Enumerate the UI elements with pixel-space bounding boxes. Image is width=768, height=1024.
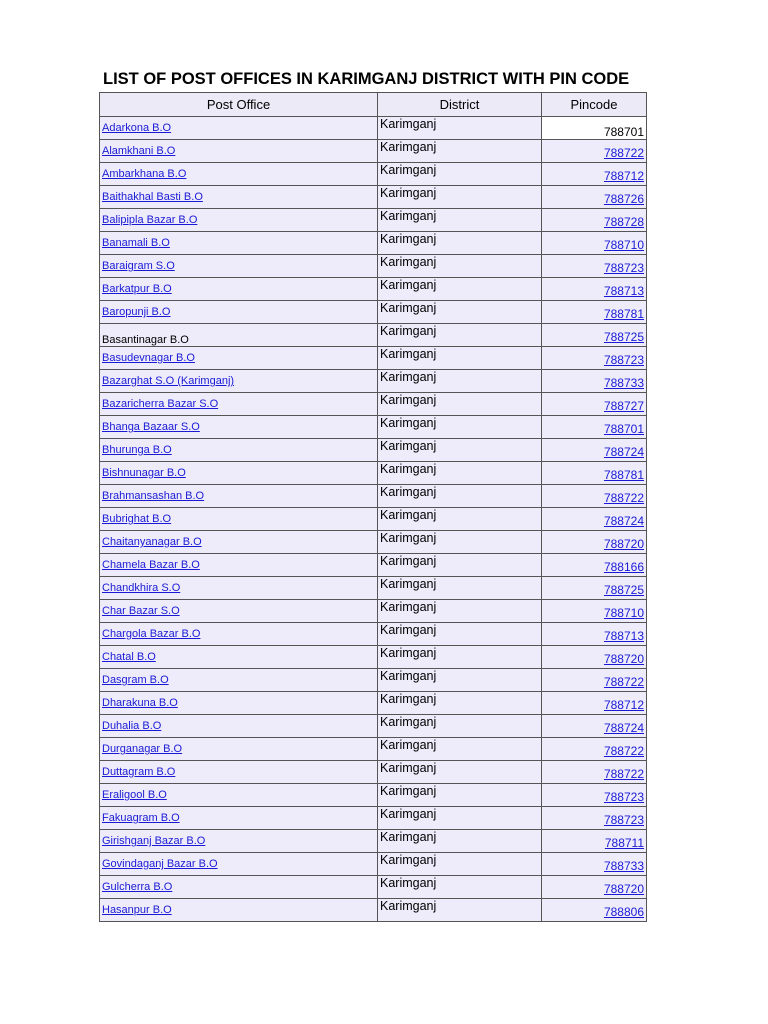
post-office-cell bbox=[100, 577, 378, 600]
table-row bbox=[100, 301, 647, 324]
pincode-link[interactable]: 788711 bbox=[604, 836, 644, 850]
post-office-link[interactable]: Duhalia B.O bbox=[102, 720, 162, 732]
post-office-cell bbox=[100, 416, 378, 439]
pincode-link[interactable]: 788726 bbox=[603, 192, 644, 206]
pincode-link[interactable]: 788727 bbox=[603, 399, 644, 413]
page-title: LIST OF POST OFFICES IN KARIMGANJ DISTRICT WITH PIN CODE bbox=[103, 70, 630, 88]
district-cell: Karimganj bbox=[378, 600, 542, 623]
pincode-cell bbox=[542, 485, 647, 508]
post-office-cell bbox=[100, 669, 378, 692]
post-office-cell bbox=[100, 554, 378, 577]
table-row bbox=[100, 554, 647, 577]
post-office-cell bbox=[100, 876, 378, 899]
pincode-link[interactable]: 788728 bbox=[603, 215, 644, 229]
pincode-cell bbox=[542, 439, 647, 462]
post-office-link[interactable]: Hasanpur B.O bbox=[102, 904, 172, 916]
post-office-link[interactable]: Chargola Bazar B.O bbox=[102, 628, 201, 640]
pincode-cell bbox=[542, 738, 647, 761]
table-row bbox=[100, 140, 647, 163]
post-office-link[interactable]: Chamela Bazar B.O bbox=[102, 559, 200, 571]
district-cell: Karimganj bbox=[378, 531, 542, 554]
post-office-link[interactable]: Bazaricherra Bazar S.O bbox=[102, 398, 219, 410]
pincode-link[interactable]: 788723 bbox=[603, 790, 644, 804]
district-cell: Karimganj bbox=[378, 163, 542, 186]
pincode-link[interactable]: 788722 bbox=[603, 146, 644, 160]
post-office-cell bbox=[100, 209, 378, 232]
pincode-cell bbox=[542, 761, 647, 784]
pincode-cell bbox=[542, 784, 647, 807]
pincode-cell bbox=[542, 324, 647, 347]
pincode-cell bbox=[542, 393, 647, 416]
pincode-link[interactable]: 788733 bbox=[603, 859, 644, 873]
table-row bbox=[100, 347, 647, 370]
post-office-link[interactable]: Baropunji B.O bbox=[102, 306, 171, 318]
post-office-link[interactable]: Ambarkhana B.O bbox=[102, 168, 187, 180]
pincode-link[interactable]: 788722 bbox=[603, 744, 644, 758]
post-office-cell bbox=[100, 761, 378, 784]
table-row bbox=[100, 623, 647, 646]
post-office-link[interactable]: Chatal B.O bbox=[102, 651, 156, 663]
post-office-link[interactable]: Banamali B.O bbox=[102, 237, 170, 249]
pincode-cell bbox=[542, 577, 647, 600]
district-cell: Karimganj bbox=[378, 692, 542, 715]
pincode-link[interactable]: 788722 bbox=[603, 767, 644, 781]
post-office-cell bbox=[100, 255, 378, 278]
district-cell: Karimganj bbox=[378, 485, 542, 508]
pincode-cell bbox=[542, 669, 647, 692]
district-cell: Karimganj bbox=[378, 508, 542, 531]
table-row bbox=[100, 669, 647, 692]
pincode-link[interactable]: 788720 bbox=[603, 537, 644, 551]
post-office-name: Basantinagar B.O bbox=[102, 334, 189, 346]
post-office-link[interactable]: Baithakhal Basti B.O bbox=[102, 191, 203, 203]
district-cell: Karimganj bbox=[378, 646, 542, 669]
post-office-link[interactable]: Duttagram B.O bbox=[102, 766, 176, 778]
post-office-link[interactable]: Eraligool B.O bbox=[102, 789, 167, 801]
pincode-cell bbox=[542, 163, 647, 186]
table-row bbox=[100, 232, 647, 255]
table-row bbox=[100, 508, 647, 531]
post-office-link[interactable]: Govindaganj Bazar B.O bbox=[102, 858, 218, 870]
pincode-cell bbox=[542, 508, 647, 531]
pincode-link[interactable]: 788781 bbox=[603, 307, 644, 321]
district-cell: Karimganj bbox=[378, 393, 542, 416]
table-row bbox=[100, 807, 647, 830]
post-office-link[interactable]: Chaitanyanagar B.O bbox=[102, 536, 202, 548]
post-office-cell bbox=[100, 600, 378, 623]
pincode-cell bbox=[542, 692, 647, 715]
pincode-link[interactable]: 788720 bbox=[603, 652, 644, 666]
post-office-cell bbox=[100, 508, 378, 531]
district-cell: Karimganj bbox=[378, 715, 542, 738]
post-office-cell bbox=[100, 830, 378, 853]
table-row bbox=[100, 324, 647, 347]
post-office-cell bbox=[100, 646, 378, 669]
district-cell: Karimganj bbox=[378, 784, 542, 807]
post-office-cell bbox=[100, 393, 378, 416]
post-office-table bbox=[99, 92, 647, 922]
post-office-link[interactable]: Basudevnagar B.O bbox=[102, 352, 195, 364]
pincode-link[interactable]: 788713 bbox=[603, 284, 644, 298]
pincode-cell bbox=[542, 715, 647, 738]
table-body bbox=[100, 117, 647, 922]
pincode-link[interactable]: 788166 bbox=[603, 560, 644, 574]
pincode-link[interactable]: 788722 bbox=[603, 491, 644, 505]
table-row bbox=[100, 186, 647, 209]
district-cell: Karimganj bbox=[378, 324, 542, 347]
pincode-cell bbox=[542, 462, 647, 485]
district-cell: Karimganj bbox=[378, 761, 542, 784]
post-office-link[interactable]: Adarkona B.O bbox=[102, 122, 172, 134]
pincode-cell bbox=[542, 301, 647, 324]
pincode-link[interactable]: 788724 bbox=[603, 514, 644, 528]
pincode-link[interactable]: 788701 bbox=[603, 422, 644, 436]
table-header-row bbox=[100, 93, 647, 117]
post-office-cell bbox=[100, 807, 378, 830]
district-cell: Karimganj bbox=[378, 853, 542, 876]
post-office-cell bbox=[100, 117, 378, 140]
post-office-link[interactable]: Barkatpur B.O bbox=[102, 283, 172, 295]
post-office-cell bbox=[100, 439, 378, 462]
pincode-cell bbox=[542, 278, 647, 301]
district-cell: Karimganj bbox=[378, 738, 542, 761]
post-office-cell bbox=[100, 462, 378, 485]
post-office-link[interactable]: Durganagar B.O bbox=[102, 743, 183, 755]
column-header-district: District bbox=[378, 93, 542, 117]
table-row bbox=[100, 117, 647, 140]
district-cell: Karimganj bbox=[378, 117, 542, 140]
pincode-value: 788701 bbox=[603, 125, 644, 139]
pincode-cell bbox=[542, 876, 647, 899]
pincode-cell bbox=[542, 416, 647, 439]
district-cell: Karimganj bbox=[378, 807, 542, 830]
pincode-link[interactable]: 788712 bbox=[603, 169, 644, 183]
pincode-link[interactable]: 788712 bbox=[603, 698, 644, 712]
table-row bbox=[100, 531, 647, 554]
district-cell: Karimganj bbox=[378, 462, 542, 485]
pincode-link[interactable]: 788722 bbox=[603, 675, 644, 689]
post-office-link[interactable]: Girishganj Bazar B.O bbox=[102, 835, 206, 847]
pincode-link[interactable]: 788724 bbox=[603, 445, 644, 459]
district-cell: Karimganj bbox=[378, 623, 542, 646]
post-office-link[interactable]: Bubrighat B.O bbox=[102, 513, 172, 525]
table-row bbox=[100, 876, 647, 899]
post-office-cell bbox=[100, 738, 378, 761]
district-cell: Karimganj bbox=[378, 255, 542, 278]
district-cell: Karimganj bbox=[378, 370, 542, 393]
pincode-link[interactable]: 788713 bbox=[603, 629, 644, 643]
table-row bbox=[100, 416, 647, 439]
district-cell: Karimganj bbox=[378, 232, 542, 255]
pincode-cell bbox=[542, 554, 647, 577]
district-cell: Karimganj bbox=[378, 554, 542, 577]
table-row bbox=[100, 715, 647, 738]
pincode-link[interactable]: 788724 bbox=[603, 721, 644, 735]
post-office-link[interactable]: Fakuagram B.O bbox=[102, 812, 180, 824]
pincode-link[interactable]: 788725 bbox=[603, 330, 644, 344]
pincode-link[interactable]: 788806 bbox=[603, 905, 644, 919]
pincode-cell bbox=[542, 186, 647, 209]
post-office-link[interactable]: Bazarghat S.O (Karimganj) bbox=[102, 375, 235, 387]
post-office-cell bbox=[100, 278, 378, 301]
district-cell: Karimganj bbox=[378, 209, 542, 232]
pincode-link[interactable]: 788733 bbox=[603, 376, 644, 390]
post-office-cell bbox=[100, 370, 378, 393]
post-office-cell bbox=[100, 301, 378, 324]
pincode-link[interactable]: 788710 bbox=[603, 238, 644, 252]
table-row bbox=[100, 853, 647, 876]
table-row bbox=[100, 738, 647, 761]
pincode-cell bbox=[542, 117, 647, 140]
district-cell: Karimganj bbox=[378, 301, 542, 324]
district-cell: Karimganj bbox=[378, 830, 542, 853]
post-office-cell bbox=[100, 784, 378, 807]
post-office-cell bbox=[100, 140, 378, 163]
pincode-link[interactable]: 788720 bbox=[603, 882, 644, 896]
table-row bbox=[100, 899, 647, 922]
table-row bbox=[100, 439, 647, 462]
post-office-link[interactable]: Char Bazar S.O bbox=[102, 605, 180, 617]
table-row bbox=[100, 761, 647, 784]
table-row bbox=[100, 255, 647, 278]
district-cell: Karimganj bbox=[378, 439, 542, 462]
pincode-cell bbox=[542, 600, 647, 623]
post-office-link[interactable]: Bhanga Bazaar S.O bbox=[102, 421, 200, 433]
post-office-cell bbox=[100, 853, 378, 876]
pincode-link[interactable]: 788710 bbox=[603, 606, 644, 620]
post-office-cell bbox=[100, 692, 378, 715]
post-office-cell bbox=[100, 232, 378, 255]
district-cell: Karimganj bbox=[378, 416, 542, 439]
post-office-link[interactable]: Brahmansashan B.O bbox=[102, 490, 205, 502]
pincode-cell bbox=[542, 370, 647, 393]
post-office-link[interactable]: Alamkhani B.O bbox=[102, 145, 176, 157]
table-row bbox=[100, 784, 647, 807]
pincode-link[interactable]: 788781 bbox=[603, 468, 644, 482]
pincode-link[interactable]: 788725 bbox=[603, 583, 644, 597]
district-cell: Karimganj bbox=[378, 278, 542, 301]
post-office-cell bbox=[100, 899, 378, 922]
table-row bbox=[100, 209, 647, 232]
post-office-cell bbox=[100, 531, 378, 554]
pincode-cell bbox=[542, 807, 647, 830]
district-cell: Karimganj bbox=[378, 577, 542, 600]
pincode-cell bbox=[542, 209, 647, 232]
district-cell: Karimganj bbox=[378, 876, 542, 899]
post-office-link[interactable]: Bishnunagar B.O bbox=[102, 467, 186, 479]
post-office-cell bbox=[100, 324, 378, 347]
table-row bbox=[100, 646, 647, 669]
table-row bbox=[100, 370, 647, 393]
column-header-post-office: Post Office bbox=[100, 93, 378, 117]
pincode-cell bbox=[542, 140, 647, 163]
pincode-cell bbox=[542, 255, 647, 278]
post-office-cell bbox=[100, 623, 378, 646]
post-office-cell bbox=[100, 163, 378, 186]
district-cell: Karimganj bbox=[378, 140, 542, 163]
post-office-link[interactable]: Bhurunga B.O bbox=[102, 444, 172, 456]
pincode-cell bbox=[542, 899, 647, 922]
post-office-link[interactable]: Baraigram S.O bbox=[102, 260, 175, 272]
district-cell: Karimganj bbox=[378, 186, 542, 209]
table-row bbox=[100, 462, 647, 485]
table-row bbox=[100, 692, 647, 715]
pincode-link[interactable]: 788723 bbox=[603, 353, 644, 367]
post-office-link[interactable]: Balipipla Bazar B.O bbox=[102, 214, 198, 226]
table-row bbox=[100, 577, 647, 600]
pincode-link[interactable]: 788723 bbox=[603, 813, 644, 827]
post-office-cell bbox=[100, 186, 378, 209]
table-row bbox=[100, 600, 647, 623]
post-office-link[interactable]: Dasgram B.O bbox=[102, 674, 169, 686]
pincode-cell bbox=[542, 623, 647, 646]
post-office-link[interactable]: Gulcherra B.O bbox=[102, 881, 173, 893]
column-header-pincode: Pincode bbox=[542, 93, 647, 117]
district-cell: Karimganj bbox=[378, 899, 542, 922]
table-row bbox=[100, 830, 647, 853]
table-row bbox=[100, 163, 647, 186]
post-office-cell bbox=[100, 485, 378, 508]
pincode-cell bbox=[542, 232, 647, 255]
pincode-cell bbox=[542, 646, 647, 669]
pincode-cell bbox=[542, 347, 647, 370]
table-row bbox=[100, 485, 647, 508]
post-office-link[interactable]: Chandkhira S.O bbox=[102, 582, 181, 594]
post-office-cell bbox=[100, 715, 378, 738]
table-row bbox=[100, 393, 647, 416]
pincode-link[interactable]: 788723 bbox=[603, 261, 644, 275]
district-cell: Karimganj bbox=[378, 347, 542, 370]
post-office-link[interactable]: Dharakuna B.O bbox=[102, 697, 178, 709]
table-row bbox=[100, 278, 647, 301]
pincode-cell bbox=[542, 531, 647, 554]
district-cell: Karimganj bbox=[378, 669, 542, 692]
post-office-cell bbox=[100, 347, 378, 370]
pincode-cell bbox=[542, 853, 647, 876]
pincode-cell bbox=[542, 830, 647, 853]
